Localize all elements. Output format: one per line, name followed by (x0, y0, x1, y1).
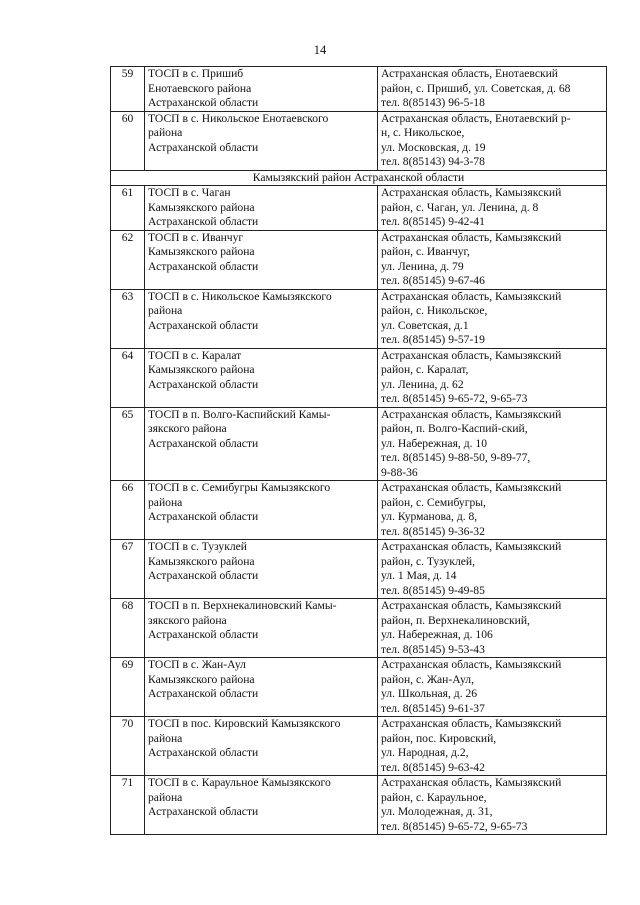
table-row (111, 717, 607, 776)
office-address: Астраханская область, Камызякский район, с. Иванчуг, ул. Ленина, д. 79 тел. 8(85145) 9-67-46 (378, 230, 607, 289)
row-number: 62 (111, 230, 145, 289)
table-row (111, 67, 607, 112)
table-row (111, 599, 607, 658)
office-address: Астраханская область, Камызякский район, с. Жан-Аул, ул. Школьная, д. 26 тел. 8(85145) 9-61-37 (378, 658, 607, 717)
office-address: Астраханская область, Камызякский район, с. Никольское, ул. Советская, д.1 тел. 8(85145) 9-57-19 (378, 289, 607, 348)
row-number: 64 (111, 348, 145, 407)
office-name: ТОСП в с. Караульное Камызякского района Астраханской области (145, 776, 378, 835)
table-row (111, 540, 607, 599)
table-row (111, 481, 607, 540)
office-name: ТОСП в пос. Кировский Камызякского района Астраханской области (145, 717, 378, 776)
row-number: 65 (111, 407, 145, 481)
row-number: 68 (111, 599, 145, 658)
office-address: Астраханская область, Камызякский район, п. Верхнекалиновский, ул. Набережная, д. 106 тел. 8(85145) 9-53-43 (378, 599, 607, 658)
section-heading: Камызякский район Астраханской области (111, 170, 607, 186)
office-name: ТОСП в с. Пришиб Енотаевского района Астраханской области (145, 67, 378, 112)
office-name: ТОСП в п. Волго-Каспийский Камы- зякского района Астраханской области (145, 407, 378, 481)
office-address: Астраханская область, Енотаевский р- н, с. Никольское, ул. Московская, д. 19 тел. 8(85143) 94-3-78 (378, 111, 607, 170)
office-name: ТОСП в с. Никольское Енотаевского района Астраханской области (145, 111, 378, 170)
registry-table (110, 66, 607, 835)
row-number: 67 (111, 540, 145, 599)
office-name: ТОСП в с. Жан-Аул Камызякского района Астраханской области (145, 658, 378, 717)
office-name: ТОСП в с. Тузуклей Камызякского района Астраханской области (145, 540, 378, 599)
table-row (111, 658, 607, 717)
office-address: Астраханская область, Камызякский район, с. Каралат, ул. Ленина, д. 62 тел. 8(85145) 9-65-72, 9-65-73 (378, 348, 607, 407)
office-name: ТОСП в с. Каралат Камызякского района Астраханской области (145, 348, 378, 407)
row-number: 70 (111, 717, 145, 776)
table-row (111, 230, 607, 289)
office-name: ТОСП в с. Никольское Камызякского района Астраханской области (145, 289, 378, 348)
table-row (111, 186, 607, 231)
table-row (111, 776, 607, 835)
office-address: Астраханская область, Камызякский район, с. Семибугры, ул. Курманова, д. 8, тел. 8(85145) 9-36-32 (378, 481, 607, 540)
office-address: Астраханская область, Камызякский район, пос. Кировский, ул. Народная, д.2, тел. 8(85145) 9-63-42 (378, 717, 607, 776)
page-number: 14 (313, 43, 327, 57)
office-address: Астраханская область, Камызякский район, с. Чаган, ул. Ленина, д. 8 тел. 8(85145) 9-42-41 (378, 186, 607, 231)
table-row (111, 407, 607, 481)
table-row (111, 289, 607, 348)
registry-table-body (111, 67, 607, 835)
office-name: ТОСП в с. Семибугры Камызякского района Астраханской области (145, 481, 378, 540)
office-name: ТОСП в п. Верхнекалиновский Камы- зякского района Астраханской области (145, 599, 378, 658)
office-address: Астраханская область, Камызякский район, п. Волго-Каспий-ский, ул. Набережная, д. 10 тел. 8(85145) 9-88-50, 9-89-77, 9-88-36 (378, 407, 607, 481)
row-number: 71 (111, 776, 145, 835)
row-number: 59 (111, 67, 145, 112)
row-number: 63 (111, 289, 145, 348)
office-address: Астраханская область, Енотаевский район, с. Пришиб, ул. Советская, д. 68 тел. 8(85143) 96-5-18 (378, 67, 607, 112)
row-number: 60 (111, 111, 145, 170)
row-number: 61 (111, 186, 145, 231)
office-address: Астраханская область, Камызякский район, с. Караульное, ул. Молодежная, д. 31, тел. 8(85145) 9-65-72, 9-65-73 (378, 776, 607, 835)
office-address: Астраханская область, Камызякский район, с. Тузуклей, ул. 1 Мая, д. 14 тел. 8(85145) 9-49-85 (378, 540, 607, 599)
table-row (111, 348, 607, 407)
row-number: 69 (111, 658, 145, 717)
section-row (111, 170, 607, 186)
table-row (111, 111, 607, 170)
office-name: ТОСП в с. Чаган Камызякского района Астраханской области (145, 186, 378, 231)
office-name: ТОСП в с. Иванчуг Камызякского района Астраханской области (145, 230, 378, 289)
row-number: 66 (111, 481, 145, 540)
